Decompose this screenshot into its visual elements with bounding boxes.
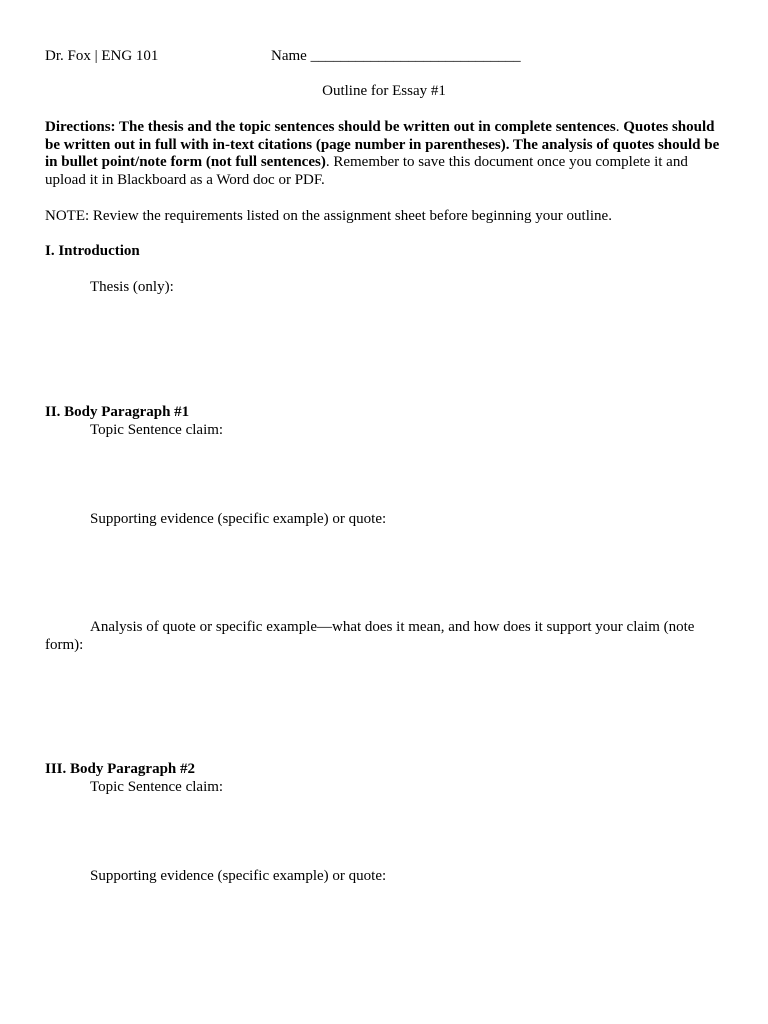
- directions-bold-1: Directions: The thesis and the topic sentences should be written out in complete sentences: [45, 119, 616, 135]
- body1-analysis-prompt-cont: form):: [45, 637, 84, 653]
- document-title: Outline for Essay #1: [322, 83, 446, 99]
- name-label: Name: [271, 48, 307, 64]
- note-text: NOTE: Review the requirements listed on the assignment sheet before beginning your outline.: [45, 208, 612, 224]
- course-label: Dr. Fox | ENG 101: [45, 48, 159, 64]
- body1-topic-prompt: Topic Sentence claim:: [90, 422, 224, 438]
- directions-period: .: [615, 119, 620, 135]
- name-blank-line: ____________________________: [310, 48, 521, 64]
- body1-analysis-prompt: Analysis of quote or specific example—what does it mean, and how does it support your claim (note: [90, 619, 695, 635]
- section-heading-body-1: II. Body Paragraph #1: [45, 404, 190, 420]
- directions-bold-2: Quotes should be written out in full with in-text citations (page number in parentheses). The analysis of quotes should be in bullet point/note form (not full sentences): [45, 119, 720, 170]
- body2-evidence-prompt: Supporting evidence (specific example) or quote:: [90, 868, 387, 884]
- section-heading-introduction: I. Introduction: [45, 243, 140, 259]
- directions-paragraph: [45, 119, 725, 189]
- directions-normal: . Remember to save this document once you complete it and upload it in Blackboard as a Word doc or PDF.: [45, 154, 688, 188]
- section-heading-body-2: III. Body Paragraph #2: [45, 761, 196, 777]
- name-field[interactable]: [271, 47, 521, 65]
- body2-topic-prompt: Topic Sentence claim:: [90, 779, 224, 795]
- thesis-prompt: Thesis (only):: [90, 279, 174, 295]
- body1-evidence-prompt: Supporting evidence (specific example) or quote:: [90, 511, 387, 527]
